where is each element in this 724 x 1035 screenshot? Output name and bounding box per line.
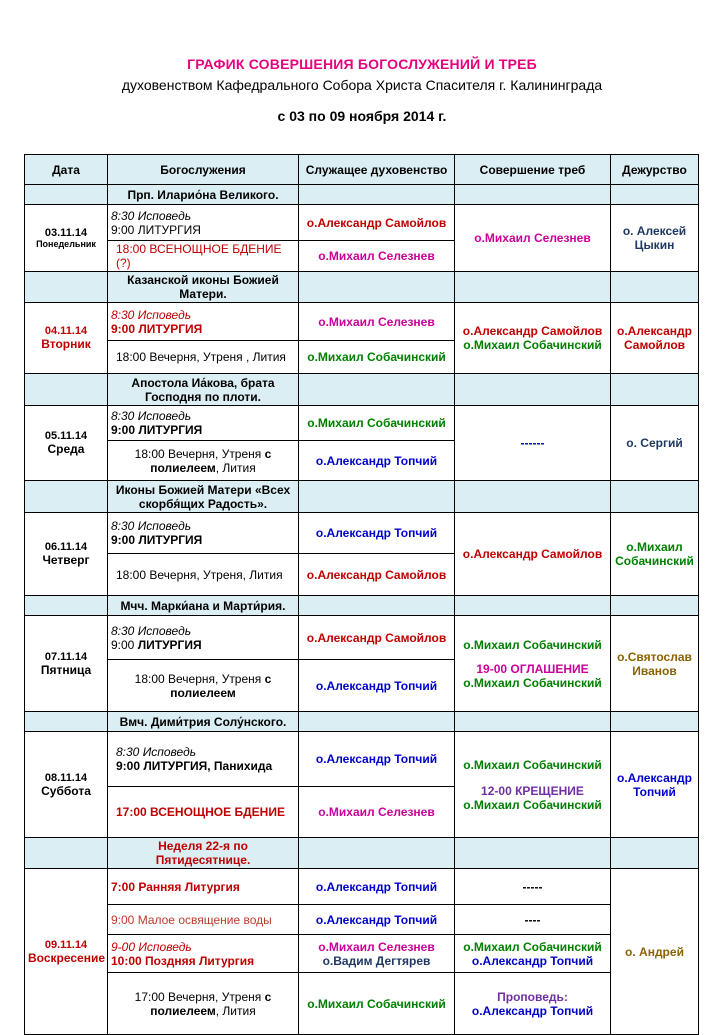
col-trebs: Совершение треб (455, 155, 611, 185)
date-cell: 03.11.14 Понедельник (25, 205, 108, 272)
date-cell: 07.11.14 Пятница (25, 616, 108, 712)
header-row (25, 155, 699, 185)
service-cell: 8:30 Исповедь 9:00 ЛИТУРГИЯ, Панихида (108, 732, 299, 787)
clergy-cell: о.Александр Самойлов (299, 616, 455, 660)
table-row (25, 616, 699, 660)
treb-cell: о.Михаил Селезнев (455, 205, 611, 272)
service-cell: 8:30 Исповедь 9:00 ЛИТУРГИЯ (108, 616, 299, 660)
clergy-cell: о.Александр Самойлов (299, 205, 455, 241)
clergy-cell: о.Михаил Собачинский (299, 406, 455, 441)
service-cell: 17:00 ВСЕНОЩНОЕ БДЕНИЕ (108, 787, 299, 838)
treb-cell: ------ (455, 406, 611, 481)
service-cell: 18:00 Вечерня, Утреня, Лития (108, 554, 299, 596)
duty-cell: о.Михаил Собачинский (611, 513, 699, 596)
duty-cell: о. Сергий (611, 406, 699, 481)
service-cell: 9:00 Малое освящение воды (108, 905, 299, 935)
saint-name: Апостола Иа́кова, брата Господня по плоти. (108, 374, 299, 406)
service-cell: 18:00 Вечерня, Утреня , Лития (108, 341, 299, 374)
clergy-cell: о.Михаил Селезнев о.Вадим Дегтярев (299, 935, 455, 973)
treb-cell: о.Александр Самойлов о.Михаил Собачинский (455, 303, 611, 374)
col-services: Богослужения (108, 155, 299, 185)
clergy-cell: о.Александр Топчий (299, 441, 455, 481)
clergy-cell: о.Александр Топчий (299, 732, 455, 787)
service-cell: 8:30 Исповедь 9:00 ЛИТУРГИЯ (108, 513, 299, 554)
treb-cell: о.Михаил Собачинский 19-00 ОГЛАШЕНИЕ о.Михаил Собачинский (455, 616, 611, 712)
schedule-title: ГРАФИК СОВЕРШЕНИЯ БОГОСЛУЖЕНИЙ И ТРЕБ (187, 56, 537, 72)
col-clergy: Служащее духовенство (299, 155, 455, 185)
saint-name: Казанской иконы Божией Матери. (108, 272, 299, 303)
date-cell: 05.11.14 Среда (25, 406, 108, 481)
clergy-cell: о.Михаил Собачинский (299, 341, 455, 374)
saint-name: Прп. Иларио́на Великого. (108, 185, 299, 205)
clergy-cell: о.Михаил Собачинский (299, 973, 455, 1035)
service-cell: 9-00 Исповедь 10:00 Поздняя Литургия (108, 935, 299, 973)
date-cell: 06.11.14 Четверг (25, 513, 108, 596)
duty-cell: о.Александр Самойлов (611, 303, 699, 374)
duty-cell: о.Александр Топчий (611, 732, 699, 838)
service-cell: 7:00 Ранняя Литургия (108, 869, 299, 905)
duty-cell: о. Андрей (611, 869, 699, 1035)
clergy-cell: о.Михаил Селезнев (299, 787, 455, 838)
service-cell: 17:00 Вечерня, Утреня с полиелеем, Лития (108, 973, 299, 1035)
schedule-period: с 03 по 09 ноября 2014 г. (277, 108, 447, 124)
table-row (25, 406, 699, 441)
treb-cell: ---- (455, 905, 611, 935)
table-row (25, 513, 699, 554)
saint-name: Неделя 22-я по Пятидесятнице. (108, 838, 299, 869)
service-cell: 8:30 Исповедь 9:00 ЛИТУРГИЯ (108, 406, 299, 441)
treb-cell: ----- (455, 869, 611, 905)
saint-name: Вмч. Дими́трия Солу́нского. (108, 712, 299, 732)
clergy-cell: о.Михаил Селезнев (299, 303, 455, 341)
treb-cell: о.Михаил Собачинский 12-00 КРЕЩЕНИЕ о.Михаил Собачинский (455, 732, 611, 838)
table-row (25, 973, 699, 1035)
table-row (25, 303, 699, 341)
table-row (25, 905, 699, 935)
saint-row (25, 272, 699, 303)
treb-cell: о.Александр Самойлов (455, 513, 611, 596)
saint-name: Мчч. Марки́ана и Марти́рия. (108, 596, 299, 616)
saint-row (25, 596, 699, 616)
date-cell: 04.11.14 Вторник (25, 303, 108, 374)
table-row (25, 869, 699, 905)
service-cell: 18:00 Вечерня, Утреня с полиелеем, Лития (108, 441, 299, 481)
table-row (25, 935, 699, 973)
treb-cell: о.Михаил Собачинский о.Александр Топчий (455, 935, 611, 973)
schedule-subtitle: духовенством Кафедрального Собора Христа Спасителя г. Калининграда (121, 77, 603, 93)
table-row (25, 205, 699, 241)
saint-row (25, 374, 699, 406)
service-cell: 8:30 Исповедь 9:00 ЛИТУРГИЯ (108, 303, 299, 341)
service-cell: 18:00 ВСЕНОЩНОЕ БДЕНИЕ (?) (108, 241, 299, 272)
clergy-cell: о.Александр Топчий (299, 905, 455, 935)
treb-cell: Проповедь: о.Александр Топчий (455, 973, 611, 1035)
duty-cell: о. Алексей Цыкин (611, 205, 699, 272)
duty-cell: о.Святослав Иванов (611, 616, 699, 712)
table-row (25, 732, 699, 787)
saint-row (25, 712, 699, 732)
date-cell: 08.11.14 Суббота (25, 732, 108, 838)
saint-row (25, 185, 699, 205)
col-duty: Дежурство (611, 155, 699, 185)
clergy-cell: о.Александр Самойлов (299, 554, 455, 596)
date-cell: 09.11.14 Воскресение (25, 869, 108, 1035)
saint-row (25, 838, 699, 869)
saint-name: Иконы Божией Матери «Всех скорбя́щих Радость». (108, 481, 299, 513)
clergy-cell: о.Михаил Селезнев (299, 241, 455, 272)
service-cell: 18:00 Вечерня, Утреня с полиелеем (108, 660, 299, 712)
col-date: Дата (25, 155, 108, 185)
service-cell: 8:30 Исповедь 9:00 ЛИТУРГИЯ (108, 205, 299, 241)
schedule-table (24, 154, 699, 1035)
clergy-cell: о.Александр Топчий (299, 513, 455, 554)
clergy-cell: о.Александр Топчий (299, 660, 455, 712)
clergy-cell: о.Александр Топчий (299, 869, 455, 905)
saint-row (25, 481, 699, 513)
